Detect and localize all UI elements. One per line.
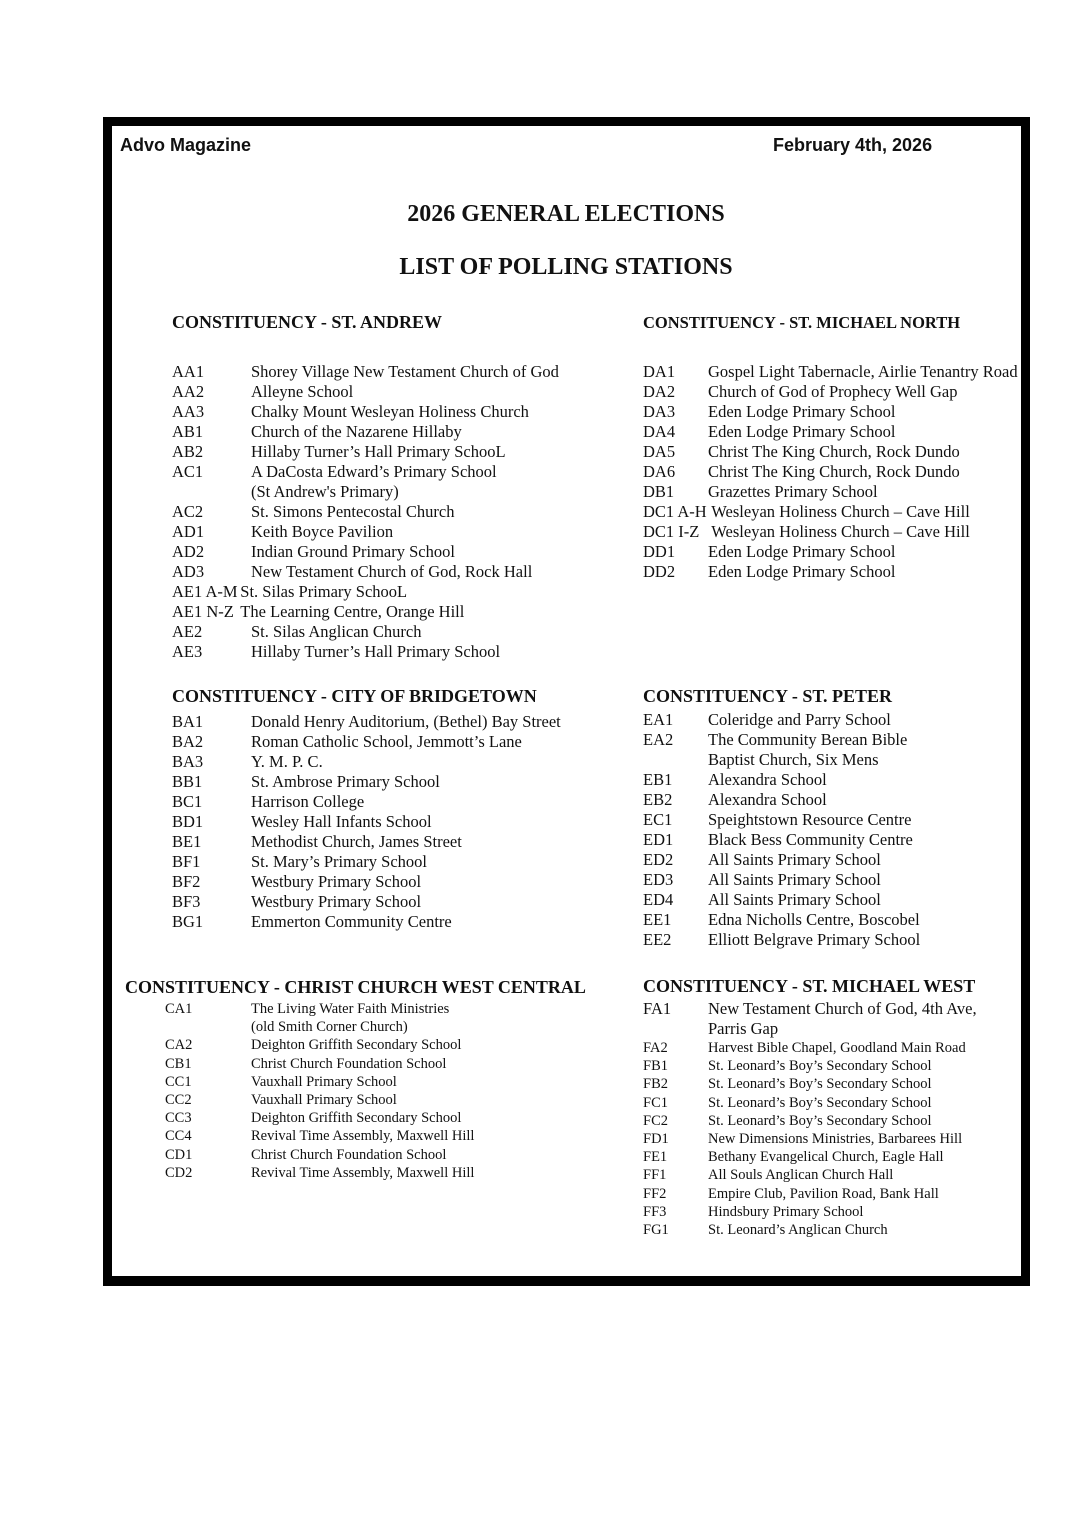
station-code: DA2 xyxy=(643,382,676,401)
station-code: FA1 xyxy=(643,999,672,1018)
section-st-michael-west xyxy=(643,976,975,997)
station-name: Vauxhall Primary School xyxy=(251,1073,397,1090)
station-name: St. Ambrose Primary School xyxy=(251,772,440,791)
station-code: CC4 xyxy=(165,1128,192,1145)
station-name: The Community Berean Bible xyxy=(708,730,908,749)
station-name: All Saints Primary School xyxy=(708,870,881,889)
station-code: BF3 xyxy=(172,892,201,911)
station-code: FF3 xyxy=(643,1203,667,1220)
station-code: CD2 xyxy=(165,1164,193,1181)
station-code: BG1 xyxy=(172,912,204,931)
station-name: Harrison College xyxy=(251,792,365,811)
station-name: Alleyne School xyxy=(251,382,354,401)
station-code: AE1 N-Z xyxy=(172,602,234,621)
section-st-michael-north xyxy=(643,313,960,333)
station-name: St. Simons Pentecostal Church xyxy=(251,502,455,521)
station-name: Keith Boyce Pavilion xyxy=(251,522,394,541)
station-name: Wesleyan Holiness Church – Cave Hill xyxy=(711,502,970,521)
station-code: BA1 xyxy=(172,712,204,731)
section-heading: CONSTITUENCY - ST. ANDREW xyxy=(172,312,443,332)
station-code: ED2 xyxy=(643,850,674,869)
publication-name: Advo Magazine xyxy=(120,135,252,155)
station-code: BA2 xyxy=(172,732,204,751)
station-name: Gospel Light Tabernacle, Airlie Tenantry Road xyxy=(708,362,1018,381)
station-name: The Living Water Faith Ministries xyxy=(251,1001,450,1017)
station-name: St. Leonard’s Boy’s Secondary School xyxy=(708,1058,932,1075)
station-code: FC2 xyxy=(643,1112,668,1129)
station-code: AD1 xyxy=(172,522,205,541)
station-name: Wesley Hall Infants School xyxy=(251,812,432,831)
station-name: Donald Henry Auditorium, (Bethel) Bay Street xyxy=(251,712,561,731)
station-name: St. Mary’s Primary School xyxy=(251,852,427,871)
station-code: BD1 xyxy=(172,812,204,831)
station-name: Christ Church Foundation School xyxy=(251,1146,447,1163)
station-code: BC1 xyxy=(172,792,203,811)
station-code: CA2 xyxy=(165,1037,193,1054)
station-name: Shorey Village New Testament Church of God xyxy=(251,362,559,381)
station-name: Black Bess Community Centre xyxy=(708,830,913,849)
station-name: Eden Lodge Primary School xyxy=(708,422,896,441)
section-heading: CONSTITUENCY - ST. MICHAEL NORTH xyxy=(643,313,961,332)
station-code: ED4 xyxy=(643,890,674,909)
station-code: DD1 xyxy=(643,542,676,561)
station-name: (old Smith Corner Church) xyxy=(251,1019,408,1036)
station-code: CB1 xyxy=(165,1055,192,1072)
station-name: St. Silas Primary SchooL xyxy=(240,582,408,601)
station-code: BA3 xyxy=(172,752,204,771)
station-name: Westbury Primary School xyxy=(251,872,422,891)
station-code: FF2 xyxy=(643,1185,667,1202)
station-name: Eden Lodge Primary School xyxy=(708,562,896,581)
station-code: FA2 xyxy=(643,1040,668,1056)
station-name: St. Leonard’s Anglican Church xyxy=(708,1222,888,1238)
station-name: All Saints Primary School xyxy=(708,850,881,869)
station-code: EE2 xyxy=(643,930,672,949)
station-code: EA2 xyxy=(643,730,674,749)
station-name: The Learning Centre, Orange Hill xyxy=(240,602,465,621)
section-heading: CONSTITUENCY - ST. PETER xyxy=(643,686,893,706)
station-code: DA1 xyxy=(643,362,676,381)
station-name: Christ The King Church, Rock Dundo xyxy=(708,442,960,461)
station-name: Church of God of Prophecy Well Gap xyxy=(708,382,958,401)
station-code: CC2 xyxy=(165,1092,192,1108)
station-name: Revival Time Assembly, Maxwell Hill xyxy=(251,1164,475,1181)
station-name: Bethany Evangelical Church, Eagle Hall xyxy=(708,1149,944,1166)
station-code: BE1 xyxy=(172,832,202,851)
station-name: Christ The King Church, Rock Dundo xyxy=(708,462,960,481)
station-name: Methodist Church, James Street xyxy=(251,832,462,851)
station-name: Chalky Mount Wesleyan Holiness Church xyxy=(251,402,529,421)
station-code: AD3 xyxy=(172,562,205,581)
station-name: Hindsbury Primary School xyxy=(708,1203,864,1220)
station-name: New Testament Church of God, 4th Ave, xyxy=(708,999,977,1018)
station-name: Hillaby Turner’s Hall Primary SchooL xyxy=(251,442,506,461)
station-code: EC1 xyxy=(643,810,673,829)
station-code: FD1 xyxy=(643,1131,669,1147)
station-code: AD2 xyxy=(172,542,205,561)
station-code: DB1 xyxy=(643,482,675,501)
station-name: Edna Nicholls Centre, Boscobel xyxy=(708,910,920,929)
section-st-peter xyxy=(643,686,892,707)
station-name: Vauxhall Primary School xyxy=(251,1092,397,1108)
station-name: St. Leonard’s Boy’s Secondary School xyxy=(708,1094,932,1111)
section-city-of-bridgetown xyxy=(172,686,537,707)
station-code: BF2 xyxy=(172,872,201,891)
station-name: New Testament Church of God, Rock Hall xyxy=(251,562,533,581)
station-code: BF1 xyxy=(172,852,201,871)
station-code: AA1 xyxy=(172,362,205,381)
station-code: AE1 A-M xyxy=(172,582,238,601)
station-name: Emmerton Community Centre xyxy=(251,912,452,931)
station-code: AB2 xyxy=(172,442,204,461)
station-name: St. Leonard’s Boy’s Secondary School xyxy=(708,1076,932,1093)
station-name: Speightstown Resource Centre xyxy=(708,810,912,829)
station-code: BB1 xyxy=(172,772,203,791)
station-name: Baptist Church, Six Mens xyxy=(708,750,879,769)
station-name: Coleridge and Parry School xyxy=(708,710,891,729)
station-name: Harvest Bible Chapel, Goodland Main Road xyxy=(708,1040,966,1056)
station-name: Empire Club, Pavilion Road, Bank Hall xyxy=(708,1185,939,1202)
station-name: St. Silas Anglican Church xyxy=(251,622,422,641)
station-code: AA3 xyxy=(172,402,205,421)
station-code: CC3 xyxy=(165,1110,192,1127)
station-code: EB2 xyxy=(643,790,673,809)
station-code: FE1 xyxy=(643,1149,668,1166)
station-name: Indian Ground Primary School xyxy=(251,542,455,561)
section-heading: CONSTITUENCY - ST. MICHAEL WEST xyxy=(643,976,976,996)
station-name: Grazettes Primary School xyxy=(708,482,878,501)
station-name: (St Andrew's Primary) xyxy=(251,482,399,501)
station-code: AE2 xyxy=(172,622,203,641)
station-code: ED3 xyxy=(643,870,674,889)
section-heading: CONSTITUENCY - CITY OF BRIDGETOWN xyxy=(172,686,537,706)
station-name: Wesleyan Holiness Church – Cave Hill xyxy=(711,522,970,541)
station-code: DC1 A-H xyxy=(643,502,707,521)
station-name: Deighton Griffith Secondary School xyxy=(251,1037,462,1054)
publication-date: February 4th, 2026 xyxy=(773,135,933,155)
station-code: FC1 xyxy=(643,1094,668,1111)
station-code: CD1 xyxy=(165,1146,193,1163)
section-christ-church-west-central xyxy=(125,977,586,998)
station-name: Church of the Nazarene Hillaby xyxy=(251,422,462,441)
station-code: FB2 xyxy=(643,1076,668,1093)
station-code: AC2 xyxy=(172,502,204,521)
station-code: DC1 I-Z xyxy=(643,522,700,541)
station-name: Hillaby Turner’s Hall Primary School xyxy=(251,642,501,661)
station-name: A DaCosta Edward’s Primary School xyxy=(251,462,497,481)
station-code: CC1 xyxy=(165,1073,192,1090)
station-name: All Souls Anglican Church Hall xyxy=(708,1167,894,1184)
station-code: AE3 xyxy=(172,642,203,661)
station-code: AA2 xyxy=(172,382,205,401)
station-code: CA1 xyxy=(165,1001,193,1017)
station-name: Eden Lodge Primary School xyxy=(708,542,896,561)
station-code: DA6 xyxy=(643,462,676,481)
station-code: AC1 xyxy=(172,462,204,481)
station-name: Y. M. P. C. xyxy=(251,752,323,771)
section-heading: CONSTITUENCY - CHRIST CHURCH WEST CENTRAL xyxy=(125,977,586,997)
station-name: Roman Catholic School, Jemmott’s Lane xyxy=(251,732,522,751)
main-title: 2026 GENERAL ELECTIONS xyxy=(407,201,725,227)
station-code: EB1 xyxy=(643,770,673,789)
sub-title: LIST OF POLLING STATIONS xyxy=(399,254,733,280)
station-name: All Saints Primary School xyxy=(708,890,881,909)
station-code: FB1 xyxy=(643,1058,668,1075)
station-code: DA5 xyxy=(643,442,676,461)
station-code: EE1 xyxy=(643,910,672,929)
station-code: FG1 xyxy=(643,1222,669,1238)
station-name: Christ Church Foundation School xyxy=(251,1055,447,1072)
station-code: DA4 xyxy=(643,422,676,441)
station-code: DD2 xyxy=(643,562,676,581)
station-name: Westbury Primary School xyxy=(251,892,422,911)
station-code: EA1 xyxy=(643,710,674,729)
station-code: AB1 xyxy=(172,422,204,441)
station-name: Revival Time Assembly, Maxwell Hill xyxy=(251,1128,475,1145)
station-code: DA3 xyxy=(643,402,676,421)
station-name: Parris Gap xyxy=(708,1019,779,1038)
station-name: Eden Lodge Primary School xyxy=(708,402,896,421)
station-name: New Dimensions Ministries, Barbarees Hill xyxy=(708,1131,963,1147)
station-name: Deighton Griffith Secondary School xyxy=(251,1110,462,1127)
station-name: Alexandra School xyxy=(708,790,827,809)
station-name: Elliott Belgrave Primary School xyxy=(708,930,921,949)
section-st-andrew xyxy=(172,312,442,333)
station-code: FF1 xyxy=(643,1167,667,1184)
station-name: Alexandra School xyxy=(708,770,827,789)
station-code: ED1 xyxy=(643,830,674,849)
station-name: St. Leonard’s Boy’s Secondary School xyxy=(708,1112,932,1129)
